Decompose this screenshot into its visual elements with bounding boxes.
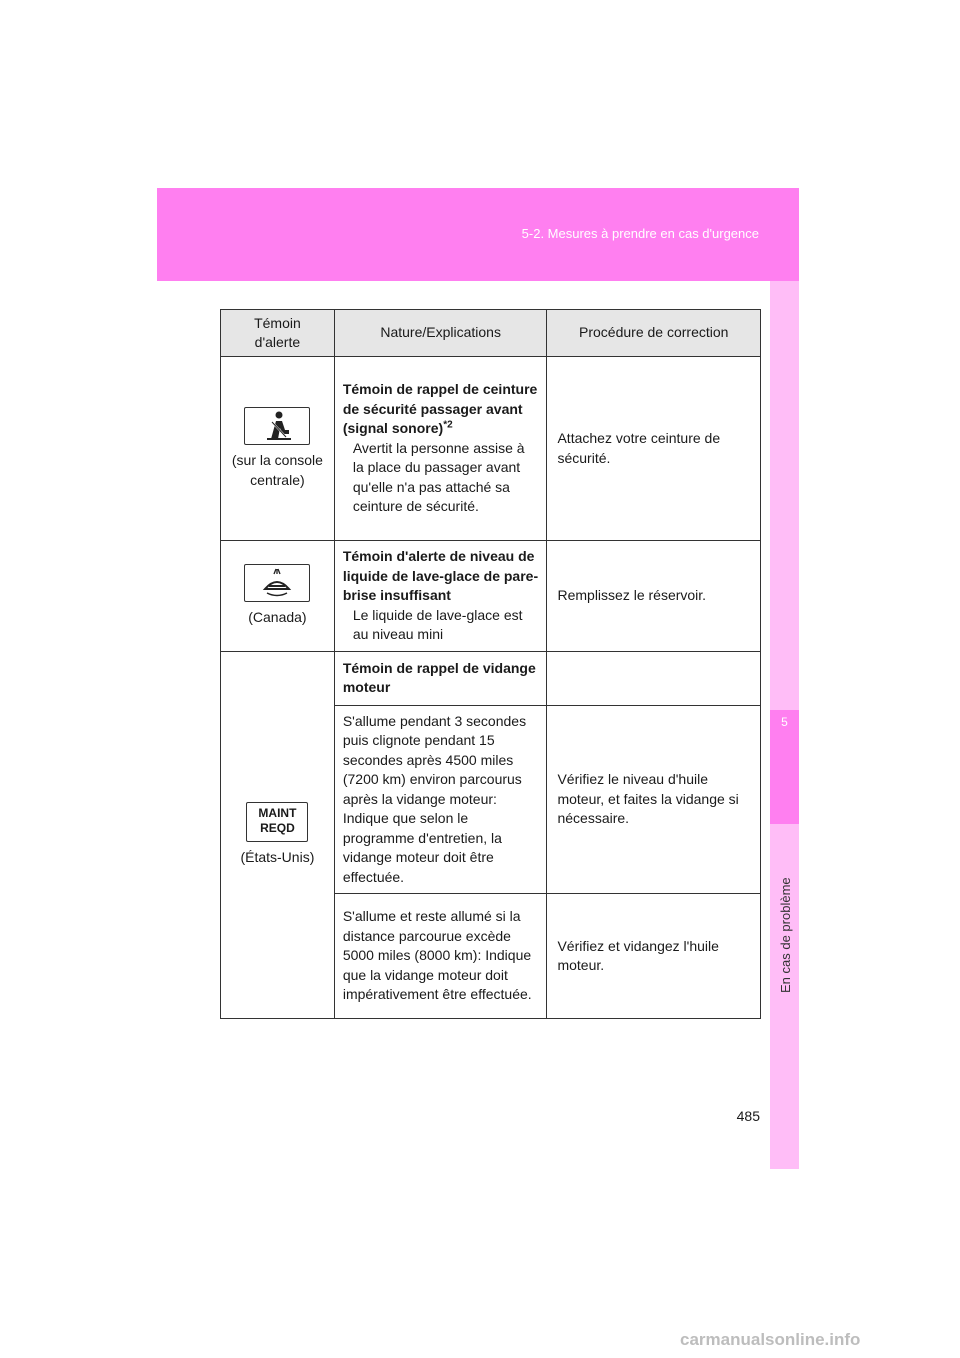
icon-cell — [221, 357, 335, 541]
warning-lights-table — [220, 309, 761, 1019]
side-tab-number: 5 — [781, 715, 788, 729]
side-tab-label-text: En cas de problème — [778, 877, 793, 993]
header-warning-light: Témoin d'alerte — [221, 310, 335, 357]
procedure-cell: Remplissez le réservoir. — [547, 541, 761, 652]
footnote-ref: *2 — [443, 419, 453, 431]
light-explanation: Le liquide de lave-glace est au niveau mini — [352, 606, 523, 642]
table-header-row — [221, 310, 761, 357]
procedure-cell: Vérifiez le niveau d'huile moteur, et faites la vidange si nécessaire. — [547, 705, 761, 894]
maint-reqd-icon — [246, 802, 308, 842]
nature-cell — [334, 357, 547, 541]
nature-cell — [334, 651, 547, 705]
icon-caption: (États-Unis) — [240, 849, 315, 865]
page-number: 485 — [736, 1108, 760, 1124]
icon-cell — [221, 651, 335, 1019]
condition-cell: S'allume pendant 3 secondes puis clignote pendant 15 secondes après 4500 miles (7200 km) environ parcourus après la vidange moteur: Indique que selon le programme d'entretien, la vidange moteur doit être effectuée. — [334, 705, 547, 894]
seatbelt-reminder-icon — [244, 407, 310, 445]
section-header-band — [157, 188, 799, 281]
section-title: 5-2. Mesures à prendre en cas d'urgence — [521, 226, 759, 241]
procedure-cell: Vérifiez et vidangez l'huile moteur. — [547, 894, 761, 1019]
condition-cell: S'allume et reste allumé si la distance parcourue excède 5000 miles (8000 km): Indique que la vidange moteur doit impérativement être effectuée. — [334, 894, 547, 1019]
nature-cell — [334, 541, 547, 652]
side-tab-active[interactable] — [770, 710, 799, 824]
watermark: carmanualsonline.info — [680, 1330, 861, 1349]
light-title: Témoin de rappel de vidange moteur — [342, 659, 536, 695]
table-row — [221, 357, 761, 541]
table-row — [221, 651, 761, 705]
header-procedure: Procédure de correction — [547, 310, 761, 357]
washer-fluid-low-icon — [244, 564, 310, 602]
procedure-cell: Attachez votre ceinture de sécurité. — [547, 357, 761, 541]
header-nature: Nature/Explications — [334, 310, 547, 357]
icon-caption: (sur la console centrale) — [231, 452, 323, 488]
procedure-cell — [547, 651, 761, 705]
maint-icon-text: MAINT REQD — [258, 806, 297, 835]
light-title: Témoin de rappel de ceinture de sécurité passager avant (signal sonore)$^{*2}$ — [342, 381, 538, 437]
light-explanation: Avertit la personne assise à la place du passager avant qu'elle n'a pas attaché sa ceinture de sécurité. — [352, 439, 525, 515]
light-title: Témoin d'alerte de niveau de liquide de lave-glace de pare-brise insuffisant — [342, 548, 539, 603]
table-row — [221, 541, 761, 652]
icon-cell — [221, 541, 335, 652]
icon-caption: (Canada) — [248, 609, 307, 625]
side-tab-label — [778, 843, 792, 993]
